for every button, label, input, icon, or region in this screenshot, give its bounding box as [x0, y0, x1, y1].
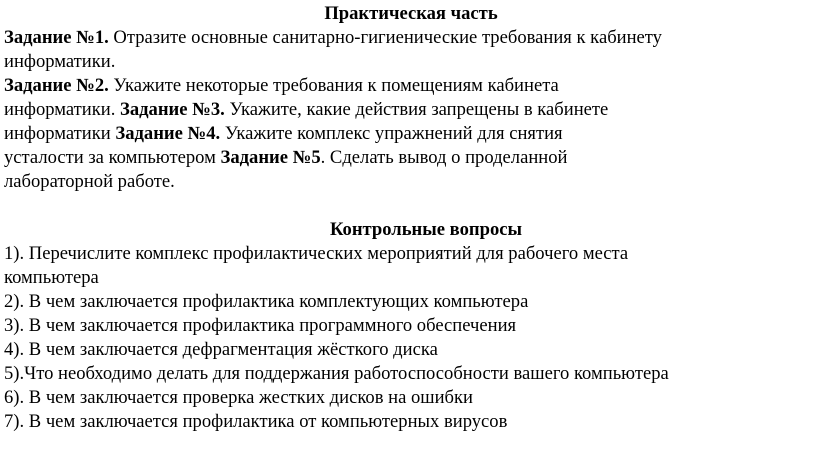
question-line: 6). В чем заключается проверка жестких дисков на ошибки	[4, 387, 473, 408]
task-line	[4, 146, 810, 170]
task-text: Укажите некоторые требования к помещениям кабинета	[108, 75, 559, 96]
task-text: Отразите основные санитарно-гигиенические требования к кабинету	[108, 27, 662, 48]
practical-tasks	[4, 26, 810, 194]
task-line	[4, 50, 810, 74]
task-text: лабораторной работе.	[4, 171, 175, 192]
task-label: Задание №2.	[4, 75, 109, 96]
task-line	[4, 98, 810, 122]
question-line: 1). Перечислите комплекс профилактических мероприятий для рабочего места	[4, 243, 629, 264]
question-line: 7). В чем заключается профилактика от компьютерных вирусов	[4, 411, 508, 432]
task-line	[4, 170, 810, 194]
task-text: усталости за компьютером	[4, 147, 221, 168]
task-line	[4, 74, 810, 98]
practical-part-title: Практическая часть	[324, 3, 498, 24]
task-text: Укажите комплекс упражнений для снятия	[220, 123, 563, 144]
task-label: Задание №4.	[115, 123, 221, 144]
control-questions-title: Контрольные вопросы	[329, 219, 523, 240]
question-line: 2). В чем заключается профилактика комплектующих компьютера	[4, 291, 529, 312]
task-text: информатики.	[4, 51, 116, 72]
question-line: компьютера	[4, 267, 99, 288]
task-label: Задание №5	[220, 147, 321, 168]
question-line: 5).Что необходимо делать для поддержания работоспособности вашего компьютера	[4, 363, 669, 384]
task-text: Укажите, какие действия запрещены в кабинете	[224, 99, 609, 120]
question-line: 3). В чем заключается профилактика программного обеспечения	[4, 315, 517, 336]
task-line	[4, 26, 810, 50]
task-text: информатики.	[4, 99, 121, 120]
document-page	[4, 0, 810, 434]
task-line	[4, 122, 810, 146]
control-questions-list	[4, 242, 810, 434]
question-line: 4). В чем заключается дефрагментация жёсткого диска	[4, 339, 438, 360]
task-label: Задание №3.	[120, 99, 225, 120]
task-label: Задание №1.	[4, 27, 109, 48]
task-text: . Сделать вывод о проделанной	[320, 147, 568, 168]
task-text: информатики	[4, 123, 116, 144]
